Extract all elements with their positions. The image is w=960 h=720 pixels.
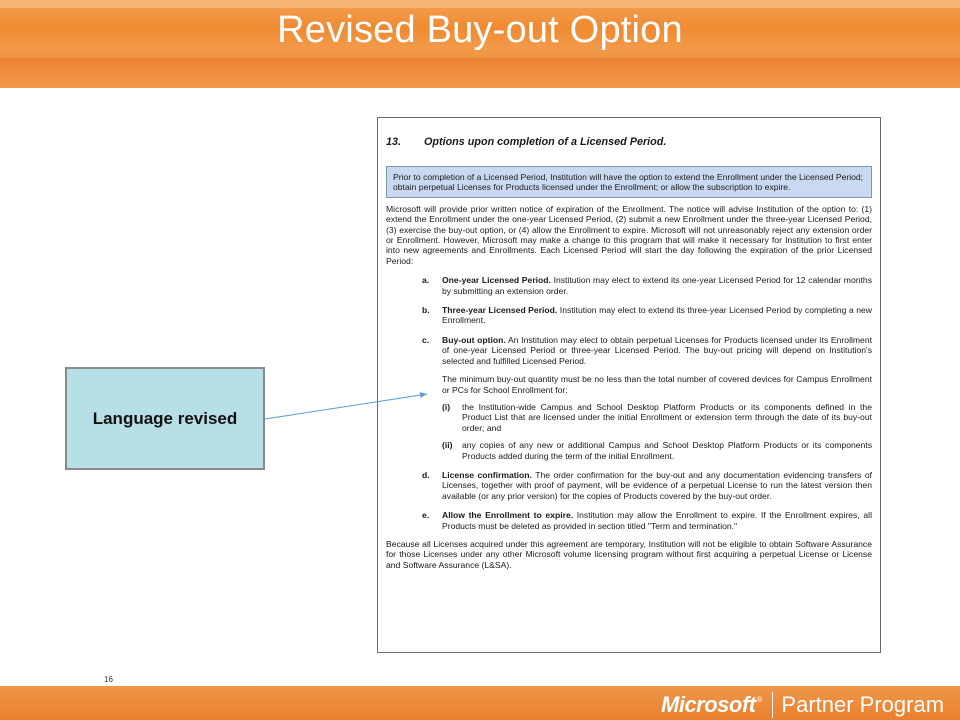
- slide-title: Revised Buy-out Option: [277, 9, 683, 51]
- callout-box: [65, 367, 265, 470]
- list-item-text: Institution may elect to extend its three-year Licensed Period by completing a new Enrollment.: [442, 305, 872, 326]
- list-item-label: e.: [422, 510, 430, 521]
- list-item-label: b.: [422, 305, 430, 316]
- sub-list-item-text: any copies of any new or additional Campus and School Desktop Platform Products or its components Products added during the term of the initial Enrollment.: [462, 440, 872, 461]
- list-item-heading: Three-year Licensed Period.: [442, 305, 558, 316]
- logo-divider: [772, 692, 773, 718]
- page-number: 16: [104, 675, 113, 684]
- list-item-text: Institution may allow the Enrollment to expire. If the Enrollment expires, all Products must be deleted as provided in section titled "Term and termination.": [442, 510, 872, 531]
- section-title: Options upon completion of a Licensed Period.: [424, 136, 667, 148]
- sub-list-item-label: (ii): [442, 440, 453, 451]
- list-item-text: An Institution may elect to obtain perpetual Licenses for Products licensed under its Enrollment of one-year Licensed Period or three-year Licensed Period. The buy-out pricing will depend on Institution's selected and fulfilled Licensed Period.: [442, 334, 872, 366]
- buyout-minimum-paragraph: The minimum buy-out quantity must be no less than the total number of covered devices for Campus Enrollment or PCs for School Enrollment for:: [442, 374, 872, 395]
- highlighted-box-text: Prior to completion of a Licensed Period, Institution will have the option to extend the Enrollment under the Licensed Period; obtain perpetual Licenses for Products licensed under the Enrollment; or allow the subscription to expire.: [393, 172, 864, 193]
- list-item-heading: One-year Licensed Period.: [442, 275, 551, 286]
- list-item-heading: Buy-out option.: [442, 334, 506, 345]
- list-item-text: Institution may elect to extend its one-year Licensed Period for 12 calendar months by submitting an extension order.: [442, 275, 872, 296]
- partner-program-text: Partner Program: [781, 692, 945, 717]
- list-item-label: a.: [422, 275, 430, 286]
- registered-mark: ®: [756, 694, 763, 704]
- list-item-heading: Allow the Enrollment to expire.: [442, 510, 574, 521]
- list-item-label: d.: [422, 469, 430, 480]
- intro-paragraph: Microsoft will provide prior written notice of expiration of the Enrollment. The notice will advise Institution of the option to: (1) extend the Enrollment under the one-year Licensed Period, (2) submit a new Enrollment under the three-year Licensed Period, (3) exercise the buy-out option, or (4) allow the Enrollment to expire. Microsoft will not unreasonably reject any extension order or Enrollment. However, Microsoft may make a change to this program that will make it necessary for Institution to first enter into new agreements and Enrollments. Each Licensed Period will start the day following the expiration of the prior Licensed Period:: [386, 203, 872, 266]
- microsoft-partner-program-logo: [661, 693, 944, 717]
- list-item-heading: License confirmation.: [442, 469, 532, 480]
- sub-list-item-label: (i): [442, 401, 451, 412]
- sub-list-item-text: the Institution-wide Campus and School Desktop Platform Products or its components defined in the Product List that are licensed under the initial Enrollment or extension term through the date of its buy-out order; and: [462, 401, 872, 433]
- callout-label: Language revised: [92, 408, 238, 428]
- microsoft-wordmark: Microsoft: [661, 692, 756, 717]
- section-number: 13.: [386, 136, 402, 148]
- closing-paragraph: Because all Licenses acquired under this agreement are temporary, Institution will not be eligible to obtain Software Assurance for those Licenses under any other Microsoft volume licensing program without first acquiring a perpetual License or License and Software Assurance (L&SA).: [386, 538, 872, 570]
- list-item-label: c.: [422, 334, 430, 345]
- list-item-text: The order confirmation for the buy-out and any documentation evidencing transfers of Licenses, together with proof of payment, will be evidence of a perpetual License to run the latest version then available (or any prior version) for the copies of Products covered by the buy-out order.: [442, 469, 872, 501]
